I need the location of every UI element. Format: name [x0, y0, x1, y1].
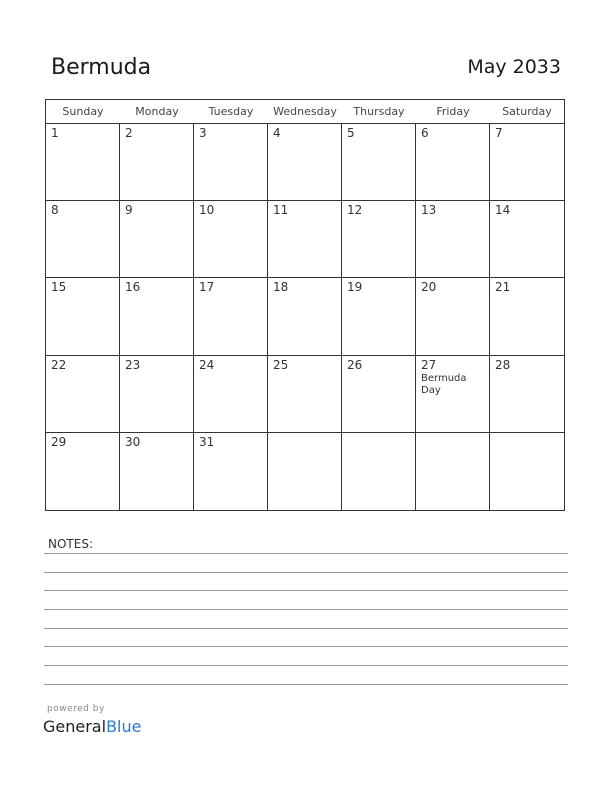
calendar-day-cell	[416, 433, 490, 510]
day-number: 14	[495, 203, 511, 218]
calendar-day-cell	[490, 356, 564, 433]
calendar-day-cell	[416, 124, 490, 201]
calendar-grid	[45, 99, 565, 511]
day-number: 10	[199, 203, 215, 218]
day-number: 5	[347, 126, 355, 140]
note-line	[44, 665, 568, 666]
day-number: 28	[495, 357, 511, 372]
day-number: 22	[51, 357, 67, 372]
calendar-day-cell	[268, 278, 342, 355]
country-title: Bermuda	[51, 55, 152, 80]
day-number: 15	[51, 280, 67, 295]
day-number: 30	[125, 434, 141, 449]
calendar-day-cell	[46, 278, 120, 355]
calendar-day-cell	[490, 124, 564, 201]
calendar-day-cell	[490, 278, 564, 355]
month-year-title: May 2033	[467, 56, 561, 78]
calendar-day-cell	[120, 201, 194, 278]
day-number: 2	[125, 126, 133, 140]
weekday-header-row	[46, 100, 564, 124]
brand-general: General	[43, 717, 107, 736]
day-number: 8	[51, 203, 59, 218]
note-line	[44, 572, 568, 573]
calendar-day-cell	[342, 124, 416, 201]
calendar-weeks	[46, 124, 564, 510]
day-number: 25	[273, 357, 289, 372]
note-line	[44, 684, 568, 685]
day-number: 23	[125, 357, 141, 372]
day-number: 16	[125, 280, 141, 295]
calendar-day-cell	[416, 278, 490, 355]
weekday-monday: Monday	[135, 105, 179, 118]
powered-by-text: powered by	[47, 704, 105, 714]
calendar-day-cell	[194, 201, 268, 278]
note-line	[44, 646, 568, 647]
day-number: 6	[421, 126, 429, 140]
day-number: 4	[273, 126, 281, 140]
calendar-day-cell	[194, 278, 268, 355]
calendar-day-cell	[416, 201, 490, 278]
day-number: 26	[347, 357, 363, 372]
day-number: 27	[421, 357, 437, 372]
calendar-day-cell	[46, 433, 120, 510]
weekday-saturday: Saturday	[502, 105, 552, 118]
calendar-day-cell	[194, 433, 268, 510]
calendar-day-cell	[46, 356, 120, 433]
note-line	[44, 553, 568, 554]
calendar-day-cell	[342, 356, 416, 433]
weekday-thursday: Thursday	[353, 105, 405, 118]
day-number: 12	[347, 203, 363, 218]
calendar-day-cell	[194, 124, 268, 201]
day-number: 24	[199, 357, 215, 372]
calendar-day-cell	[46, 124, 120, 201]
weekday-wednesday: Wednesday	[273, 105, 337, 118]
calendar-day-cell	[194, 356, 268, 433]
calendar-day-cell	[342, 278, 416, 355]
day-number: 31	[199, 434, 215, 449]
calendar-day-cell	[490, 433, 564, 510]
day-number: 1	[51, 126, 59, 140]
calendar-day-cell	[120, 124, 194, 201]
day-number: 20	[421, 280, 437, 295]
day-number: 17	[199, 280, 215, 295]
note-line	[44, 628, 568, 629]
calendar-day-cell	[416, 356, 490, 433]
calendar-day-cell	[342, 201, 416, 278]
holiday-label: Bermuda Day	[421, 372, 467, 396]
calendar-day-cell	[46, 201, 120, 278]
day-number: 21	[495, 280, 511, 295]
calendar-day-cell	[120, 433, 194, 510]
note-line	[44, 590, 568, 591]
weekday-tuesday: Tuesday	[208, 105, 254, 118]
day-number: 29	[51, 434, 67, 449]
weekday-sunday: Sunday	[62, 105, 104, 118]
day-number: 18	[273, 280, 289, 295]
notes-label: NOTES:	[48, 537, 93, 551]
day-number: 9	[125, 203, 133, 218]
calendar-day-cell	[120, 278, 194, 355]
day-number: 19	[347, 280, 363, 295]
brand-blue: Blue	[106, 717, 142, 736]
day-number: 11	[273, 203, 289, 218]
day-number: 3	[199, 126, 207, 140]
calendar-day-cell	[342, 433, 416, 510]
note-line	[44, 609, 568, 610]
calendar-day-cell	[268, 356, 342, 433]
generalblue-logo	[43, 717, 141, 736]
weekday-friday: Friday	[436, 105, 470, 118]
calendar-day-cell	[268, 201, 342, 278]
day-number: 13	[421, 203, 437, 218]
calendar-day-cell	[268, 433, 342, 510]
calendar-day-cell	[268, 124, 342, 201]
day-number: 7	[495, 126, 503, 140]
calendar-day-cell	[120, 356, 194, 433]
calendar-day-cell	[490, 201, 564, 278]
